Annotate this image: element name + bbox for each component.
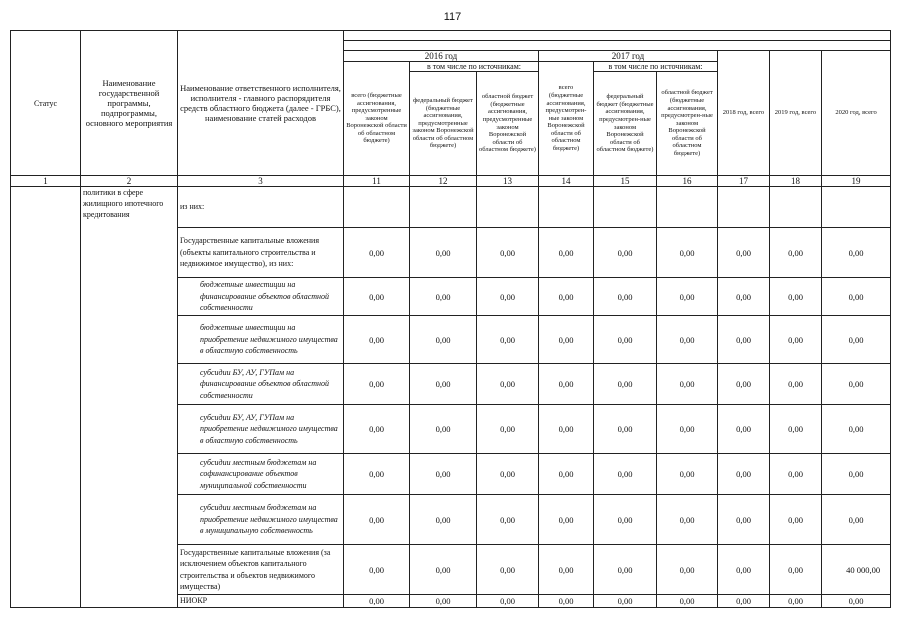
row-name: субсидии БУ, АУ, ГУПам на приобретение недвижимого имущества в областную собственность [178,405,344,454]
value-cell [770,187,822,228]
value-cell: 0,00 [770,545,822,595]
value-cell: 0,00 [718,405,770,454]
value-cell: 0,00 [539,454,594,495]
value-cell: 0,00 [594,495,657,545]
col-number: 18 [770,176,822,187]
col-number: 12 [410,176,477,187]
header-regional-2016: областной бюджет (бюджетные ассигнования, предусмотренные законом Воронежской области об областном бюджете) [477,72,539,176]
value-cell: 0,00 [477,454,539,495]
row-name: Государственные капитальные вложения (за исключением объектов капитального строительства и объектов недвижимого имущества) [178,545,344,595]
value-cell: 0,00 [657,495,718,545]
value-cell: 0,00 [539,278,594,316]
col-number: 3 [178,176,344,187]
value-cell: 0,00 [477,495,539,545]
value-cell: 0,00 [718,228,770,278]
value-cell: 0,00 [822,405,891,454]
col-number: 13 [477,176,539,187]
value-cell: 0,00 [539,316,594,364]
header-2020: 2020 год, всего [822,51,891,176]
value-cell: 0,00 [344,278,410,316]
value-cell: 0,00 [594,545,657,595]
value-cell: 0,00 [477,278,539,316]
header-regional-2017: областной бюджет (бюджетные ассигнования, предусмотрен-ные законом Воронежской области об областном бюджете) [657,72,718,176]
value-cell: 0,00 [770,364,822,405]
value-cell: 0,00 [477,364,539,405]
value-cell: 0,00 [657,545,718,595]
value-cell: 0,00 [344,545,410,595]
header-sources-2017: в том числе по источникам: [594,62,718,72]
value-cell: 0,00 [410,316,477,364]
value-cell: 0,00 [657,278,718,316]
value-cell: 0,00 [822,316,891,364]
value-cell: 0,00 [477,316,539,364]
budget-table [10,30,891,608]
row-name: субсидии местным бюджетам на приобретение недвижимого имущества в муниципальную собственность [178,495,344,545]
value-cell: 0,00 [657,405,718,454]
value-cell: 0,00 [770,454,822,495]
value-cell: 0,00 [344,495,410,545]
page-number: 117 [443,11,462,23]
value-cell: 0,00 [822,595,891,608]
value-cell [539,187,594,228]
value-cell: 0,00 [657,364,718,405]
value-cell: 0,00 [822,364,891,405]
value-cell: 0,00 [344,228,410,278]
header-total-2017: всего (бюджетные ассигнования, предусмотрен-ные законом Воронежской области об областном бюджете) [539,62,594,176]
value-cell: 0,00 [718,454,770,495]
header-status: Статус [11,31,81,176]
value-cell [657,187,718,228]
value-cell: 0,00 [539,364,594,405]
value-cell: 0,00 [539,228,594,278]
row-name: субсидии БУ, АУ, ГУПам на финансирование объектов областной собственности [178,364,344,405]
value-cell: 0,00 [539,495,594,545]
header-2019: 2019 год, всего [770,51,822,176]
value-cell: 0,00 [718,545,770,595]
header-sources-2016: в том числе по источникам: [410,62,539,72]
header-blank-2 [344,41,891,51]
value-cell: 0,00 [594,595,657,608]
value-cell: 40 000,00 [822,545,891,595]
value-cell: 0,00 [657,316,718,364]
value-cell: 0,00 [594,364,657,405]
row-name: НИОКР [178,595,344,608]
value-cell: 0,00 [770,405,822,454]
col-number: 2 [81,176,178,187]
value-cell: 0,00 [718,316,770,364]
value-cell [477,187,539,228]
value-cell: 0,00 [718,595,770,608]
value-cell: 0,00 [657,228,718,278]
header-2018: 2018 год, всего [718,51,770,176]
value-cell: 0,00 [539,405,594,454]
value-cell: 0,00 [539,545,594,595]
header-program: Наименование государственной программы, подпрограммы, основного мероприятия [81,31,178,176]
header-executor: Наименование ответственного исполнителя, исполнителя - главного распорядителя средств областного бюджета (далее - ГРБС), наименование статей расходов [178,31,344,176]
value-cell: 0,00 [822,228,891,278]
value-cell [344,187,410,228]
value-cell: 0,00 [410,545,477,595]
value-cell: 0,00 [770,495,822,545]
col-number: 14 [539,176,594,187]
value-cell [718,187,770,228]
value-cell: 0,00 [410,405,477,454]
value-cell [822,187,891,228]
value-cell: 0,00 [344,316,410,364]
value-cell: 0,00 [344,364,410,405]
value-cell: 0,00 [477,545,539,595]
value-cell: 0,00 [410,364,477,405]
header-year-2017: 2017 год [539,51,718,62]
value-cell: 0,00 [822,454,891,495]
value-cell: 0,00 [822,278,891,316]
value-cell: 0,00 [410,595,477,608]
value-cell: 0,00 [539,595,594,608]
value-cell: 0,00 [410,228,477,278]
value-cell: 0,00 [657,454,718,495]
value-cell: 0,00 [770,316,822,364]
program-text: политики в сфере жилищного ипотечного кредитования [83,188,164,219]
value-cell: 0,00 [770,595,822,608]
value-cell: 0,00 [477,228,539,278]
value-cell: 0,00 [770,228,822,278]
col-number: 15 [594,176,657,187]
value-cell: 0,00 [410,454,477,495]
value-cell: 0,00 [594,228,657,278]
value-cell: 0,00 [344,405,410,454]
header-federal-2017: федеральный бюджет (бюджетные ассигнования, предусмотрен-ные законом Воронежской области об областном бюджете) [594,72,657,176]
value-cell: 0,00 [718,495,770,545]
status-cell [11,187,81,608]
row-name: из них: [178,187,344,228]
value-cell: 0,00 [594,405,657,454]
value-cell: 0,00 [477,405,539,454]
row-name: Государственные капитальные вложения (объекты капитального строительства и недвижимое имущество), из них: [178,228,344,278]
value-cell: 0,00 [822,495,891,545]
value-cell: 0,00 [594,454,657,495]
col-number: 1 [11,176,81,187]
value-cell: 0,00 [594,278,657,316]
value-cell: 0,00 [770,278,822,316]
header-federal-2016: федеральный бюджет (бюджетные ассигнования, предусмотренные законом Воронежской области об областном бюджете) [410,72,477,176]
row-name: бюджетные инвестиции на финансирование объектов областной собственности [178,278,344,316]
header-total-2016: всего (бюджетные ассигнования, предусмотренные законом Воронежской области об областном бюджете) [344,62,410,176]
header-year-2016: 2016 год [344,51,539,62]
value-cell: 0,00 [718,364,770,405]
col-number: 11 [344,176,410,187]
col-number: 16 [657,176,718,187]
value-cell: 0,00 [657,595,718,608]
header-blank-1 [344,31,891,41]
row-name: бюджетные инвестиции на приобретение недвижимого имущества в областную собственность [178,316,344,364]
value-cell [410,187,477,228]
value-cell: 0,00 [594,316,657,364]
row-name: субсидии местным бюджетам на софинансирование объектов муниципальной собственности [178,454,344,495]
col-number: 17 [718,176,770,187]
value-cell: 0,00 [410,278,477,316]
col-number: 19 [822,176,891,187]
value-cell: 0,00 [344,595,410,608]
value-cell: 0,00 [344,454,410,495]
program-cell [81,187,178,608]
value-cell: 0,00 [477,595,539,608]
value-cell: 0,00 [410,495,477,545]
value-cell: 0,00 [718,278,770,316]
value-cell [594,187,657,228]
